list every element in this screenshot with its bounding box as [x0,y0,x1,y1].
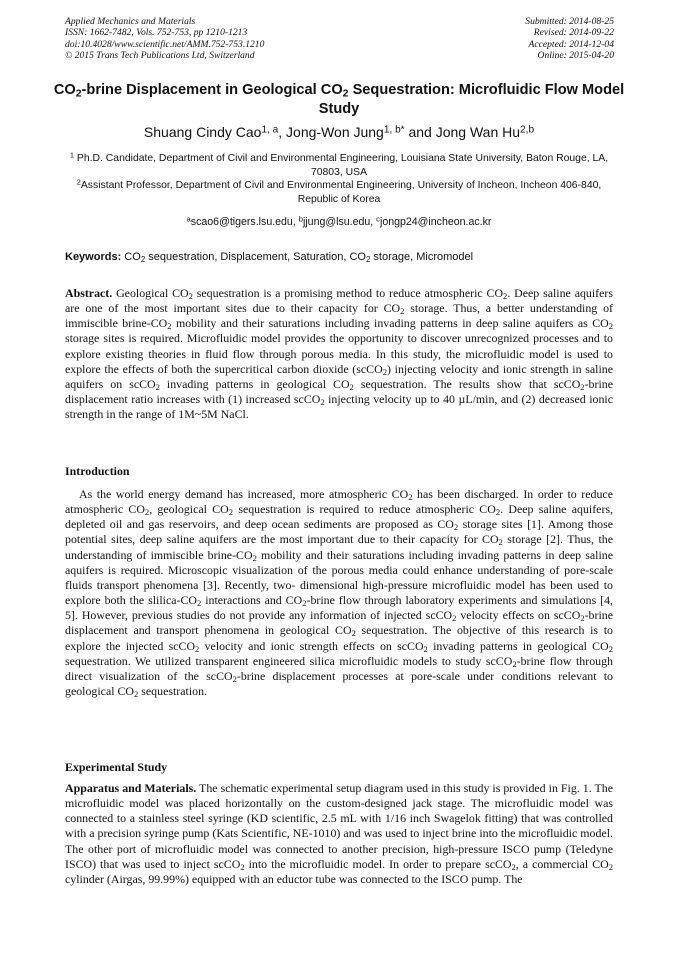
author-list: Shuang Cindy Cao$^{1, a}$, Jong-Won Jung$^{1, b*}$ and Jong Wan Hu$^{2,b}$ [143,124,535,140]
submission-dates [525,16,614,61]
journal-issn: ISSN: 1662-7482, Vols. 752-753, pp 1210-1213 [65,27,248,39]
affiliation-2: $^2$Assistant Professor, Department of Civil and Environmental Engineering, University of Incheon, Incheon 406-840, Republic of Korea [76,177,602,205]
date-accepted: Accepted: 2014-12-04 [528,38,614,50]
paper-title: $CO_2$-brine Displacement in Geological $CO_2$ Sequestration: Microfluidic Flow Model Study [53,82,625,117]
introduction-text: As the world energy demand has increased, more atmospheric $CO_2$ has been discharged. In order to reduce atmospheric $CO_2$, geological $CO_2$ sequestration is required to reduce atmospheric $CO_2$. Deep saline aquifers, depleted oil and gas reservoirs, and deep ocean sediments are proposed as $CO_2$ storage sites [1]. Among those potential sites, deep saline aquifers are the most important due to their capacity for $CO_2$ storage [2]. Thus, the understanding of immiscible brine-$CO_2$ mobility and their saturations including invading patterns in deep saline aquifers is required. Microscopic visualization of the porous media could enhance understanding of pore-scale fluids transport phenomena [3]. Recently, two- dimensional high-pressure microfluidic model has been used to explore both the slilica-$CO_2$ interactions and $CO_2$-brine flow through laboratory experiments and simulations [4, 5]. However, previous studies do not provide any information of injected scCO$_2$ velocity effects on scCO$_2$-brine displacement and transport phenomena in geological $CO_2$ sequestration. The objective of this research is to explore the injected scCO$_2$ velocity and ionic strength effects on scCO$_2$ invading patterns in geological $CO_2$ sequestration. We utilized transparent engineered silica microfluidic models to study scCO$_2$-brine flow through direct visualization of the scCO$_2$-brine displacement processes at pore-scale under conditions relevant to geological $CO_2$ sequestration. [65,487,614,700]
journal-doi: doi:10.4028/www.scientific.net/AMM.752-753.1210 [65,38,265,50]
journal-info [65,16,264,61]
affiliation-1: $^1$ Ph.D. Candidate, Department of Civil and Environmental Engineering, Louisiana State University, Baton Rouge, LA, 70803, USA [69,150,609,178]
author-emails: $^a$scao6@tigers.lsu.edu, $^b$jjung@lsu.edu, $^c$jongp24@incheon.ac.kr [186,214,492,228]
date-submitted: Submitted: 2014-08-25 [525,16,614,27]
experimental-text: Apparatus and Materials. The schematic experimental setup diagram used in this study is provided in Fig. 1. The microfluidic model was placed horizontally on the custom-designed jack stage. The microfluidic model was connected to a stainless steel syringe (KD scientific, 2.5 mL with 1/16 inch Swagelok fitting) that was controlled with a precision syringe pump (Kats Scientific, NE-1010) and was used to inject brine into the microfluidic model. The other port of microfluidic model was connected to another precision, high-pressure ISCO pump (Teledyne ISCO) that was used to inject scCO$_2$ into the microfluidic model. In order to prepare scCO$_2$, a commercial $CO_2$ cylinder (Airgas, 99.99%) equipped with an eductor tube was connected to the ISCO pump. The [65,781,613,886]
affiliations [62,152,616,206]
journal-name: Applied Mechanics and Materials [65,16,196,27]
keywords: Keywords: $CO_2$ sequestration, Displacement, Saturation, $CO_2$ storage, Micromodel [65,251,474,264]
date-revised: Revised: 2014-09-22 [533,27,614,39]
date-online: Online: 2015-04-20 [537,49,614,61]
experimental-heading: Experimental Study [65,760,168,774]
journal-copyright: © 2015 Trans Tech Publications Ltd, Switzerland [65,49,255,61]
abstract: Abstract. Geological $CO_2$ sequestration is a promising method to reduce atmospheric $CO_2$. Deep saline aquifers are one of the most important sites due to their capacity for $CO_2$ storage. Thus, a better understanding of immiscible brine-$CO_2$ mobility and their saturations including invading patterns in deep saline aquifers as $CO_2$ storage sites is required. Microfluidic model provides the opportunity to discover unrecognized processes and to explore existing theories in fluid flow through porous media. In this study, the microfluidic model is used to explore the effects of both the supercritical carbon dioxide (scCO$_2$) injecting velocity and ionic strength in saline aquifers on scCO$_2$ invading patterns in geological $CO_2$ sequestration. The results show that scCO$_2$-brine displacement ratio increases with (1) increased scCO$_2$ injecting velocity up to 40 µL/min, and (2) decreased ionic strength in the range of 1M~5M NaCl. [65,286,614,422]
introduction-heading: Introduction [65,464,130,478]
